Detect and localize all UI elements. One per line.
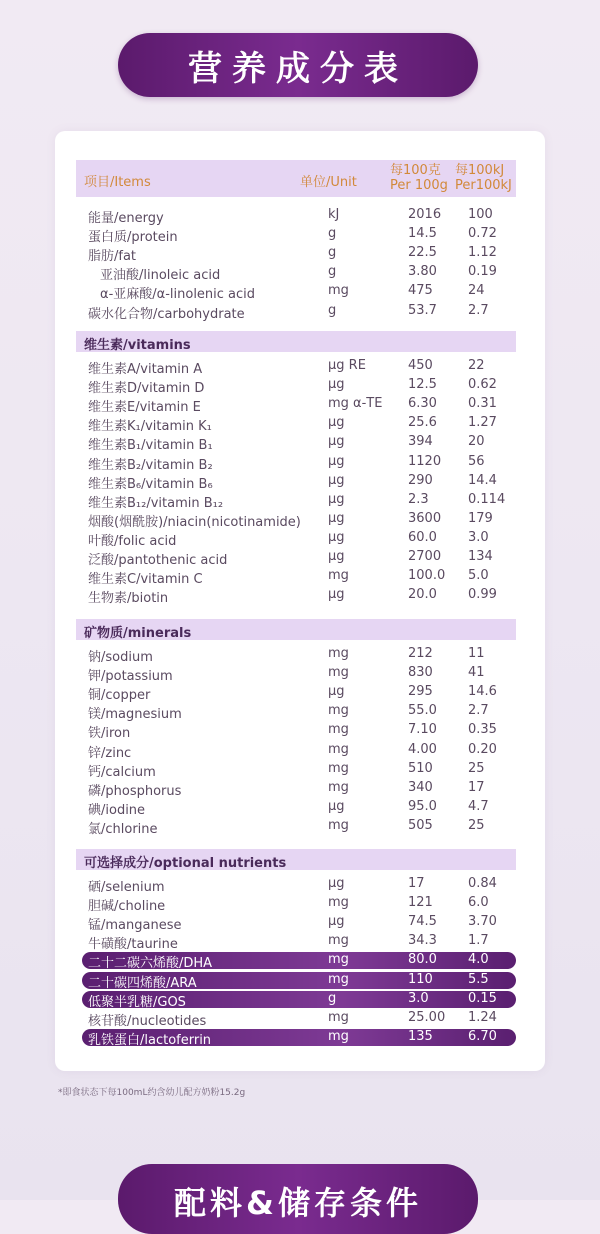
nutrient-unit: μg xyxy=(328,491,345,507)
table-row xyxy=(76,529,516,548)
nutrient-name: 钙/calcium xyxy=(88,764,156,780)
table-row xyxy=(76,357,516,376)
value-per-100g: 1120 xyxy=(408,453,442,469)
nutrient-unit: mg xyxy=(328,817,349,833)
nutrient-name: 二十二碳六烯酸/DHA xyxy=(88,956,213,972)
nutrient-unit: μg xyxy=(328,472,345,488)
nutrient-unit: g xyxy=(328,302,337,318)
nutrient-unit: μg xyxy=(328,510,345,526)
value-per-100g: 340 xyxy=(408,779,433,795)
table-row xyxy=(82,972,516,989)
value-per-100g: 505 xyxy=(408,817,433,833)
table-row xyxy=(76,913,516,932)
nutrient-unit: μg xyxy=(328,453,345,469)
value-per-100kj: 0.35 xyxy=(468,722,497,738)
value-per-100kj: 56 xyxy=(468,453,485,469)
value-per-100kj: 6.0 xyxy=(468,895,489,911)
value-per-100kj: 3.70 xyxy=(468,914,497,930)
table-row xyxy=(76,395,516,414)
table-row xyxy=(76,779,516,798)
value-per-100g: 12.5 xyxy=(408,377,437,393)
nutrient-unit: mg xyxy=(328,665,349,681)
table-row xyxy=(76,548,516,567)
value-per-100g: 34.3 xyxy=(408,933,437,949)
value-per-100g: 2.3 xyxy=(408,491,429,507)
value-per-100kj: 1.27 xyxy=(468,415,497,431)
value-per-100kj: 5.5 xyxy=(468,971,489,987)
value-per-100g: 17 xyxy=(408,876,425,891)
nutrient-name: 叶酸/folic acid xyxy=(88,533,177,549)
nutrient-name: 蛋白质/protein xyxy=(88,230,178,246)
nutrient-unit: μg xyxy=(328,914,345,930)
table-row xyxy=(76,472,516,491)
table-row xyxy=(76,702,516,721)
value-per-100g: 20.0 xyxy=(408,587,437,603)
nutrient-unit: μg xyxy=(328,876,345,891)
table-row xyxy=(76,302,516,321)
nutrient-unit: mg xyxy=(328,1028,349,1044)
table-row xyxy=(76,567,516,586)
value-per-100g: 135 xyxy=(408,1028,433,1044)
value-per-100kj: 24 xyxy=(468,283,485,299)
table-row xyxy=(76,263,516,282)
table-row xyxy=(76,491,516,510)
nutrient-name: 维生素B₁/vitamin B₁ xyxy=(88,438,213,454)
nutrient-name: 生物素/biotin xyxy=(88,591,169,607)
header-per-100g-en: Per 100g xyxy=(390,178,448,193)
nutrient-name: 维生素A/vitamin A xyxy=(88,362,203,377)
nutrient-unit: μg xyxy=(328,415,345,431)
table-row xyxy=(82,1029,516,1046)
nutrient-name: 泛酸/pantothenic acid xyxy=(88,553,228,568)
header-unit: 单位/Unit xyxy=(300,175,357,190)
nutrient-name: 钠/sodium xyxy=(88,650,153,665)
value-per-100g: 100.0 xyxy=(408,568,446,584)
header-per-100kj-en: Per100kJ xyxy=(455,178,512,193)
value-per-100kj: 2.7 xyxy=(468,703,489,719)
table-row xyxy=(76,664,516,683)
table-row xyxy=(76,683,516,702)
value-per-100kj: 4.7 xyxy=(468,798,489,814)
nutrient-unit: g xyxy=(328,990,337,1006)
footnote: *即食状态下每100mL约含幼儿配方奶粉15.2g xyxy=(58,1088,246,1098)
nutrient-unit: mg xyxy=(328,971,349,987)
value-per-100g: 25.6 xyxy=(408,415,437,431)
section-label: 可选择成分/optional nutrients xyxy=(84,856,287,871)
nutrient-unit: μg xyxy=(328,684,345,700)
value-per-100g: 290 xyxy=(408,472,433,488)
nutrient-unit: mg xyxy=(328,895,349,911)
nutrient-name: 磷/phosphorus xyxy=(88,783,182,799)
value-per-100kj: 22 xyxy=(468,358,485,373)
value-per-100g: 80.0 xyxy=(408,952,437,968)
value-per-100g: 53.7 xyxy=(408,302,437,318)
value-per-100g: 2700 xyxy=(408,549,442,564)
nutrient-name: 氯/chlorine xyxy=(88,821,158,837)
table-row xyxy=(76,453,516,472)
nutrient-unit: mg xyxy=(328,722,349,738)
nutrient-unit: μg xyxy=(328,549,345,564)
nutrient-name: 铁/iron xyxy=(88,726,131,742)
value-per-100kj: 5.0 xyxy=(468,568,489,584)
nutrient-unit: kJ xyxy=(328,207,340,222)
nutrient-unit: μg RE xyxy=(328,358,366,373)
value-per-100kj: 0.19 xyxy=(468,264,497,280)
nutrient-unit: g xyxy=(328,264,337,280)
table-row xyxy=(76,225,516,244)
table-row xyxy=(76,721,516,740)
value-per-100g: 3600 xyxy=(408,510,442,526)
value-per-100kj: 41 xyxy=(468,665,485,681)
value-per-100kj: 179 xyxy=(468,510,493,526)
value-per-100g: 295 xyxy=(408,684,433,700)
value-per-100kj: 6.70 xyxy=(468,1028,497,1044)
table-row xyxy=(76,817,516,836)
value-per-100kj: 25 xyxy=(468,760,485,776)
nutrient-name: 亚油酸/linoleic acid xyxy=(100,268,221,284)
value-per-100kj: 1.7 xyxy=(468,933,489,949)
table-row xyxy=(76,741,516,760)
value-per-100kj: 14.4 xyxy=(468,472,497,488)
nutrient-unit: μg xyxy=(328,529,345,545)
nutrient-unit: g xyxy=(328,245,337,261)
nutrient-unit: mg xyxy=(328,952,349,968)
table-row xyxy=(76,1009,516,1028)
value-per-100g: 475 xyxy=(408,283,433,299)
nutrient-name: 维生素D/vitamin D xyxy=(88,381,205,397)
value-per-100g: 22.5 xyxy=(408,245,437,261)
value-per-100kj: 11 xyxy=(468,646,485,661)
nutrient-name: 脂肪/fat xyxy=(88,249,137,265)
nutrient-name: 维生素E/vitamin E xyxy=(88,400,201,416)
table-row xyxy=(76,282,516,301)
nutrient-name: α-亚麻酸/α-linolenic acid xyxy=(100,287,256,303)
nutrient-name: 碘/iodine xyxy=(88,802,146,818)
nutrient-name: 碳水化合物/carbohydrate xyxy=(88,306,245,322)
value-per-100g: 6.30 xyxy=(408,396,437,412)
table-row xyxy=(76,932,516,951)
table-row xyxy=(76,206,516,225)
table-row xyxy=(76,414,516,433)
value-per-100kj: 0.114 xyxy=(468,491,506,507)
value-per-100g: 74.5 xyxy=(408,914,437,930)
section-header xyxy=(76,849,516,870)
value-per-100g: 212 xyxy=(408,646,433,661)
table-header xyxy=(76,160,516,197)
nutrient-name: 锰/manganese xyxy=(88,918,182,934)
header-per-100g-cn: 每100克 xyxy=(390,163,441,178)
header-per-100g xyxy=(390,163,448,193)
value-per-100kj: 2.7 xyxy=(468,302,489,318)
value-per-100g: 7.10 xyxy=(408,722,437,738)
table-row xyxy=(76,244,516,263)
value-per-100g: 95.0 xyxy=(408,798,437,814)
nutrient-name: 维生素B₁₂/vitamin B₁₂ xyxy=(88,495,224,511)
value-per-100kj: 0.72 xyxy=(468,226,497,242)
value-per-100kj: 0.20 xyxy=(468,741,497,757)
value-per-100kj: 25 xyxy=(468,817,485,833)
nutrient-name: 硒/selenium xyxy=(88,880,165,895)
value-per-100g: 450 xyxy=(408,358,433,373)
nutrient-name: 烟酸(烟酰胺)/niacin(nicotinamide) xyxy=(88,514,301,530)
section-label: 矿物质/minerals xyxy=(84,626,192,641)
value-per-100g: 510 xyxy=(408,760,433,776)
section-header xyxy=(76,619,516,640)
page-title: 营养成分表 xyxy=(118,33,478,97)
table-row xyxy=(76,586,516,605)
table-row xyxy=(76,510,516,529)
nutrient-unit: g xyxy=(328,226,337,242)
nutrient-unit: mg xyxy=(328,646,349,661)
nutrient-name: 乳铁蛋白/lactoferrin xyxy=(88,1032,212,1048)
value-per-100kj: 100 xyxy=(468,207,493,222)
value-per-100g: 25.00 xyxy=(408,1009,446,1025)
nutrient-name: 钾/potassium xyxy=(88,669,173,685)
nutrient-unit: μg xyxy=(328,434,345,450)
header-per-100kj xyxy=(455,163,512,193)
nutrient-name: 低聚半乳糖/GOS xyxy=(88,994,186,1010)
value-per-100g: 3.80 xyxy=(408,264,437,280)
nutrient-unit: μg xyxy=(328,587,345,603)
table-row xyxy=(76,376,516,395)
value-per-100g: 830 xyxy=(408,665,433,681)
value-per-100kj: 1.24 xyxy=(468,1009,497,1025)
nutrient-unit: mg xyxy=(328,741,349,757)
nutrient-name: 维生素B₂/vitamin B₂ xyxy=(88,457,213,473)
ingredients-storage-title: 配料&储存条件 xyxy=(118,1164,478,1234)
nutrient-unit: μg xyxy=(328,798,345,814)
value-per-100g: 121 xyxy=(408,895,433,911)
value-per-100g: 55.0 xyxy=(408,703,437,719)
value-per-100kj: 20 xyxy=(468,434,485,450)
value-per-100kj: 0.62 xyxy=(468,377,497,393)
value-per-100g: 110 xyxy=(408,971,433,987)
table-row xyxy=(76,798,516,817)
section-header xyxy=(76,331,516,352)
nutrient-unit: mg xyxy=(328,760,349,776)
table-row xyxy=(82,991,516,1008)
value-per-100kj: 1.12 xyxy=(468,245,497,261)
nutrient-name: 镁/magnesium xyxy=(88,707,182,723)
value-per-100kj: 4.0 xyxy=(468,952,489,968)
value-per-100g: 3.0 xyxy=(408,990,429,1006)
nutrient-name: 铜/copper xyxy=(88,688,151,704)
table-row xyxy=(76,433,516,452)
nutrient-name: 能量/energy xyxy=(88,211,164,226)
nutrient-unit: mg xyxy=(328,779,349,795)
nutrient-name: 维生素B₆/vitamin B₆ xyxy=(88,476,213,492)
nutrient-unit: mg xyxy=(328,703,349,719)
section-label: 维生素/vitamins xyxy=(84,338,191,353)
value-per-100kj: 134 xyxy=(468,549,493,564)
value-per-100kj: 0.31 xyxy=(468,396,497,412)
nutrient-name: 二十碳四烯酸/ARA xyxy=(88,975,197,991)
table-row xyxy=(76,875,516,894)
table-row xyxy=(76,645,516,664)
nutrient-unit: mg xyxy=(328,283,349,299)
nutrient-unit: mg xyxy=(328,568,349,584)
nutrient-name: 牛磺酸/taurine xyxy=(88,937,178,953)
value-per-100kj: 0.99 xyxy=(468,587,497,603)
value-per-100g: 14.5 xyxy=(408,226,437,242)
table-row xyxy=(82,952,516,972)
value-per-100kj: 17 xyxy=(468,779,485,795)
nutrient-name: 维生素K₁/vitamin K₁ xyxy=(88,419,212,435)
header-items: 项目/Items xyxy=(84,175,151,190)
value-per-100g: 4.00 xyxy=(408,741,437,757)
value-per-100g: 2016 xyxy=(408,207,442,222)
value-per-100g: 394 xyxy=(408,434,433,450)
value-per-100kj: 3.0 xyxy=(468,529,489,545)
nutrient-name: 锌/zinc xyxy=(88,745,132,761)
nutrient-name: 核苷酸/nucleotides xyxy=(88,1013,207,1029)
value-per-100kj: 0.84 xyxy=(468,876,497,891)
nutrient-unit: mg xyxy=(328,933,349,949)
value-per-100g: 60.0 xyxy=(408,529,437,545)
table-row xyxy=(76,760,516,779)
table-row xyxy=(76,894,516,913)
nutrient-unit: mg xyxy=(328,1009,349,1025)
nutrient-name: 维生素C/vitamin C xyxy=(88,572,203,588)
nutrient-unit: mg α-TE xyxy=(328,396,383,412)
value-per-100kj: 14.6 xyxy=(468,684,497,700)
value-per-100kj: 0.15 xyxy=(468,990,497,1006)
header-per-100kj-cn: 每100kJ xyxy=(455,163,505,178)
nutrient-unit: μg xyxy=(328,377,345,393)
nutrient-name: 胆碱/choline xyxy=(88,899,166,915)
